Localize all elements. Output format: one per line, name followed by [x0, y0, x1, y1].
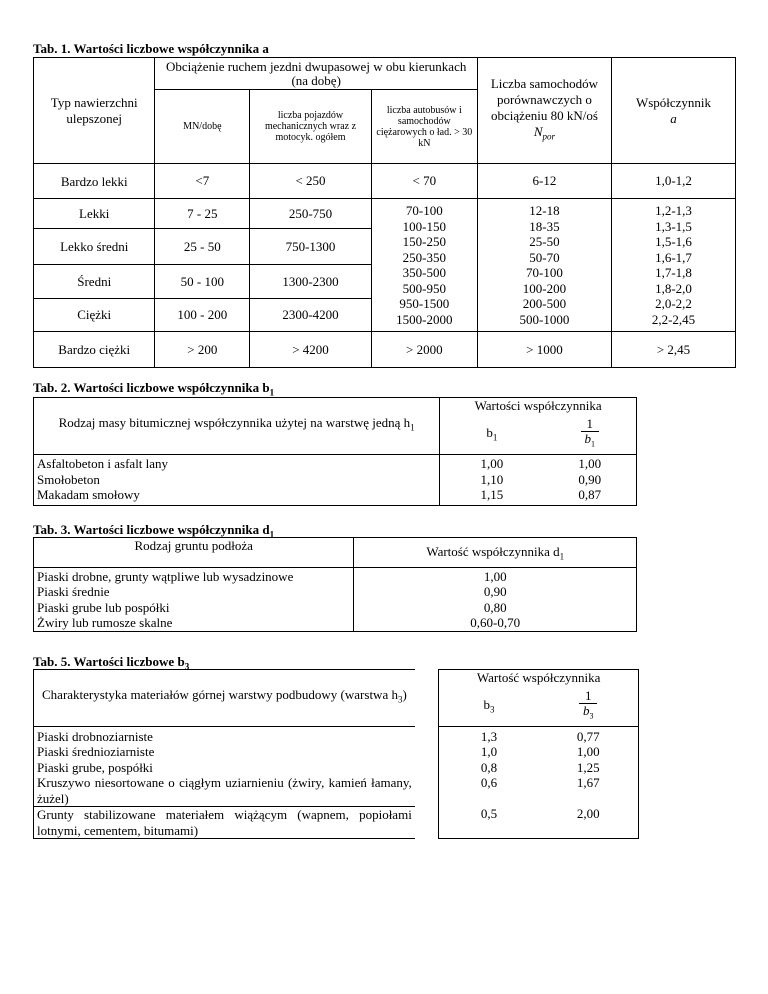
- row-mn: 100 - 200: [155, 299, 250, 332]
- table-5-caption: Tab. 5. Wartości liczbowe $b_3$: [33, 654, 190, 672]
- header-kind: Rodzaj gruntu podłoża: [34, 538, 354, 568]
- table-5: [33, 669, 639, 839]
- header-mn: MN/dobę: [155, 90, 250, 164]
- b3-values: 1,3 1,0 0,8 0,6 0,5: [439, 726, 539, 839]
- row-npor: > 1000: [477, 332, 611, 368]
- header-cars: [477, 58, 611, 164]
- header-value: Wartość współczynnika $d_1$: [354, 538, 637, 568]
- row-veh: 250-750: [250, 199, 371, 229]
- row-veh: 1300-2300: [250, 265, 371, 299]
- header-values: Wartości współczynnika: [440, 398, 637, 415]
- bus-range-list: 70-100 100-150 150-250 250-350 350-500 500-950 950-1500 1500-2000: [371, 199, 477, 332]
- table-1: [33, 57, 736, 368]
- row-type: Średni: [34, 265, 155, 299]
- row-mn: 50 - 100: [155, 265, 250, 299]
- material-list: Piaski drobnoziarniste Piaski średnioziarniste Piaski grube, pospółki Kruszywo niesortowane o ciągłym uziarnieniu (żwiry, kamień łamany, żużel): [34, 726, 415, 807]
- table-1-caption: Tab. 1. Wartości liczbowe współczynnika a: [33, 41, 269, 56]
- row-type: Bardzo lekki: [34, 164, 155, 199]
- row-npor: 6-12: [477, 164, 611, 199]
- header-coef: [612, 58, 736, 164]
- row-veh: < 250: [250, 164, 371, 199]
- header-inv-b3: $\frac{1}{b_3}$: [539, 686, 639, 726]
- header-type: Typ nawierzchni ulepszonej: [34, 58, 155, 164]
- material-stabilized: Grunty stabilizowane materiałem wiążącym (wapnem, popiołami lotnymi, cementem, bitumami): [34, 807, 415, 839]
- soil-list: Piaski drobne, grunty wątpliwe lub wysadzinowe Piaski średnie Piaski grube lub pospółki Żwiry lub rumosze skalne: [34, 568, 354, 632]
- table-2-caption: Tab. 2. Wartości liczbowe współczynnika $b_1$: [33, 380, 275, 398]
- table-2: [33, 397, 637, 506]
- header-veh: liczba pojazdów mechanicznych wraz z motocyk. ogółem: [250, 90, 371, 164]
- header-char: Charakterystyka materiałów górnej warstwy podbudowy (warstwa $h_3$): [34, 670, 415, 727]
- header-inv-b1: $\frac{1}{b_1}$: [544, 414, 637, 454]
- inv-b1-values: 1,00 0,90 0,87: [544, 454, 637, 505]
- header-load: Obciążenie ruchem jezdni dwupasowej w obu kierunkach (na dobę): [155, 58, 478, 90]
- row-mn: <7: [155, 164, 250, 199]
- d1-values: 1,00 0,90 0,80 0,60-0,70: [354, 568, 637, 632]
- row-type: Lekko średni: [34, 229, 155, 265]
- header-cars-text: Liczba samochodów porównawczych o obciążeniu 80 kN/oś: [490, 76, 599, 124]
- material-list: Asfaltobeton i asfalt lany Smołobeton Makadam smołowy: [34, 454, 440, 505]
- row-bus: > 2000: [371, 332, 477, 368]
- row-mn: 7 - 25: [155, 199, 250, 229]
- header-b1: $b_1$: [440, 414, 544, 454]
- header-npor: $N_{por}$: [533, 124, 556, 142]
- coef-range-list: 1,2-1,3 1,3-1,5 1,5-1,6 1,6-1,7 1,7-1,8 1,8-2,0 2,0-2,2 2,2-2,45: [612, 199, 736, 332]
- header-bus: liczba autobusów i samochodów ciężarowych o ład. > 30 kN: [371, 90, 477, 164]
- npor-range-list: 12-18 18-35 25-50 50-70 70-100 100-200 200-500 500-1000: [477, 199, 611, 332]
- row-type: Ciężki: [34, 299, 155, 332]
- row-coef: 1,0-1,2: [612, 164, 736, 199]
- row-type: Bardzo ciężki: [34, 332, 155, 368]
- row-bus: < 70: [371, 164, 477, 199]
- row-type: Lekki: [34, 199, 155, 229]
- header-coef-symbol: a: [670, 110, 677, 126]
- header-value: Wartość współczynnika: [439, 670, 639, 687]
- row-coef: > 2,45: [612, 332, 736, 368]
- b1-values: 1,00 1,10 1,15: [440, 454, 544, 505]
- row-mn: 25 - 50: [155, 229, 250, 265]
- row-veh: 2300-4200: [250, 299, 371, 332]
- table-3: [33, 537, 637, 632]
- table-3-caption: Tab. 3. Wartości liczbowe współczynnika $d_1$: [33, 522, 275, 540]
- row-veh: 750-1300: [250, 229, 371, 265]
- row-veh: > 4200: [250, 332, 371, 368]
- row-mn: > 200: [155, 332, 250, 368]
- header-b3: $b_3$: [439, 686, 539, 726]
- header-kind: Rodzaj masy bitumicznej współczynnika użytej na warstwę jedną $h_1$: [34, 398, 440, 455]
- header-coef-text: Współczynnik: [635, 94, 712, 110]
- inv-b3-values: 0,77 1,00 1,25 1,67 2,00: [539, 726, 639, 839]
